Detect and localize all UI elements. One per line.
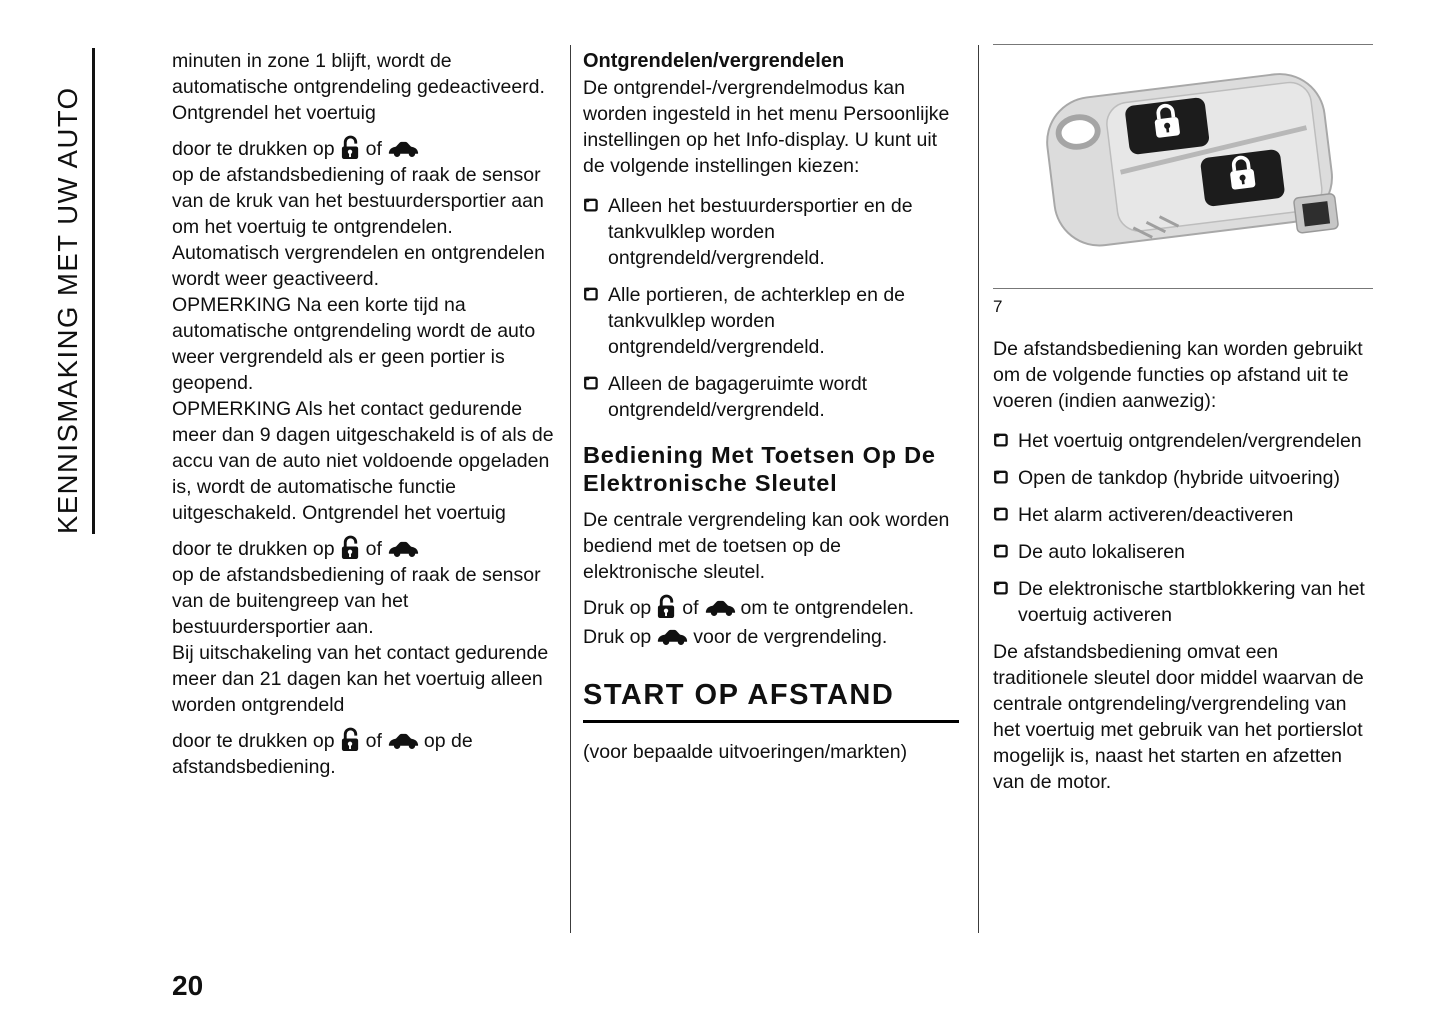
column-divider (570, 45, 571, 933)
section-heading-major: START OP AFSTAND (583, 682, 959, 723)
list-item (583, 371, 959, 423)
list-item (993, 539, 1373, 565)
square-bullet-icon (993, 432, 1009, 448)
press-instruction (583, 624, 959, 650)
paragraph: Bij uitschakeling van het contact gedurende meer dan 21 dagen kan het voertuig alleen worden ontgrendeld (172, 642, 549, 716)
figure-bottom-rule (993, 288, 1373, 289)
car-remote-icon (704, 598, 736, 617)
instruction-text: door te drukken op (172, 538, 335, 560)
instruction-text: Druk op (583, 626, 652, 648)
sidebar-chapter-title: KENNISMAKING MET UW AUTO (52, 48, 95, 534)
section-heading: Bediening Met Toetsen Op De Elektronische Sleutel (583, 442, 936, 496)
square-bullet-icon (993, 543, 1009, 559)
list-item (993, 502, 1373, 528)
car-remote-icon (656, 627, 688, 646)
car-remote-icon (387, 139, 419, 158)
remote-functions-list (993, 428, 1373, 628)
unlock-padlock-icon (656, 594, 677, 619)
list-item (583, 282, 959, 360)
list-item-text: De auto lokaliseren (1018, 541, 1185, 563)
unlock-padlock-icon (340, 535, 361, 560)
paragraph: De afstandsbediening kan worden gebruikt om de volgende functies op afstand uit te voeren (indien aanwezig): (993, 338, 1363, 412)
square-bullet-icon (993, 580, 1009, 596)
settings-options-list (583, 193, 959, 423)
paragraph: minuten in zone 1 blijft, wordt de automatische ontgrendeling gedeactiveerd. Ontgrendel het voertuig (172, 50, 545, 124)
press-instruction (172, 135, 564, 162)
column-middle (583, 48, 959, 765)
list-item-text: Alleen de bagageruimte wordt ontgrendeld/vergrendeld. (608, 373, 868, 421)
square-bullet-icon (993, 469, 1009, 485)
figure-top-rule (993, 44, 1373, 45)
square-bullet-icon (583, 375, 599, 391)
figure-number: 7 (993, 297, 1003, 316)
column-right (993, 44, 1373, 795)
section-heading: Ontgrendelen/vergrendelen (583, 50, 845, 72)
instruction-text: Druk op (583, 597, 652, 619)
list-item-text: Alle portieren, de achterklep en de tankvulklep worden ontgrendeld/vergrendeld. (608, 284, 906, 358)
paragraph: op de afstandsbediening of raak de sensor van de kruk van het bestuurdersportier aan om het voertuig te ontgrendelen. Automatisch vergrendelen en ontgrendelen wordt weer geactiveerd. (172, 164, 545, 290)
list-item-text: Open de tankdop (hybride uitvoering) (1018, 467, 1340, 489)
instruction-text: of (682, 597, 699, 619)
instruction-text: op de afstandsbediening. (172, 730, 473, 778)
press-instruction (172, 535, 564, 562)
column-divider (978, 45, 979, 933)
paragraph: De afstandsbediening omvat een traditionele sleutel door middel waarvan de centrale ontgrendeling/vergrendeling van het voertuig met gebruik van het portierslot mogelijk is, naast het starten en afzetten van de motor. (993, 641, 1364, 793)
square-bullet-icon (993, 506, 1009, 522)
instruction-text: of (365, 138, 382, 160)
note-paragraph: OPMERKING Als het contact gedurende meer dan 9 dagen uitgeschakeld is of als de accu van de auto niet voldoende opgeladen is, wordt de automatische functie uitgeschakeld. Ontgrendel het voertuig (172, 398, 554, 524)
list-item-text: Het voertuig ontgrendelen/vergrendelen (1018, 430, 1362, 452)
list-item-text: Het alarm activeren/deactiveren (1018, 504, 1294, 526)
car-remote-icon (387, 539, 419, 558)
square-bullet-icon (583, 197, 599, 213)
car-remote-icon (387, 731, 419, 750)
list-item-text: Alleen het bestuurdersportier en de tankvulklep worden ontgrendeld/vergrendeld. (608, 195, 913, 269)
square-bullet-icon (583, 286, 599, 302)
paragraph: De ontgrendel-/vergrendelmodus kan worden ingesteld in het menu Persoonlijke instellingen op het Info-display. U kunt uit de volgende instellingen kiezen: (583, 77, 950, 177)
instruction-text: om te ontgrendelen. (740, 597, 914, 619)
instruction-text: door te drukken op (172, 730, 335, 752)
paragraph: De centrale vergrendeling kan ook worden bediend met de toetsen op de elektronische sleutel. (583, 509, 950, 583)
key-fob-illustration (993, 49, 1373, 284)
unlock-padlock-icon (340, 135, 361, 160)
column-left (172, 48, 564, 780)
note-paragraph: OPMERKING Na een korte tijd na automatische ontgrendeling wordt de auto weer vergrendeld als er geen portier is geopend. (172, 294, 536, 394)
paragraph: op de afstandsbediening of raak de sensor van de buitengreep van het bestuurdersportier aan. (172, 564, 541, 638)
list-item (583, 193, 959, 271)
page-number: 20 (172, 970, 204, 1001)
list-item (993, 576, 1373, 628)
instruction-text: of (365, 538, 382, 560)
list-item-text: De elektronische startblokkering van het voertuig activeren (1018, 578, 1365, 626)
list-item (993, 428, 1373, 454)
market-note: (voor bepaalde uitvoeringen/markten) (583, 741, 908, 763)
instruction-text: of (365, 730, 382, 752)
instruction-text: voor de vergrendeling. (693, 626, 888, 648)
instruction-text: door te drukken op (172, 138, 335, 160)
unlock-padlock-icon (340, 727, 361, 752)
press-instruction (172, 727, 564, 780)
list-item (993, 465, 1373, 491)
press-instruction (583, 594, 959, 621)
